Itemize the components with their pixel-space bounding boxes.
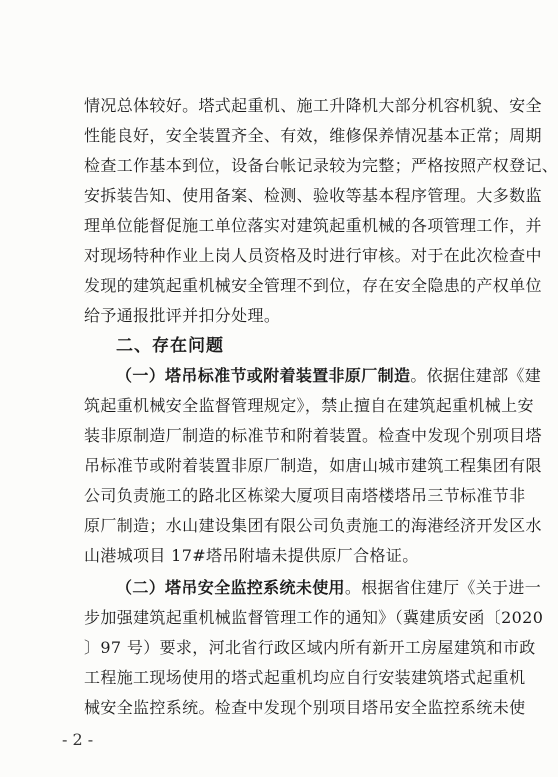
text-line: 检查工作基本到位，设备台帐记录较为完整；严格按照产权登记、: [84, 156, 558, 175]
text-line: 筑起重机械安全监督管理规定》，禁止擅自在建筑起重机械上安: [84, 396, 534, 415]
text-line: 情况总体较好。塔式起重机、施工升降机大部分机容机貌、安全: [84, 96, 542, 115]
text-line: 安拆装告知、使用备案、检测、验收等基本程序管理。大多数监: [84, 186, 542, 205]
item-2-first-line-rest: 。根据省住建厅《关于进一: [344, 578, 542, 597]
text-line: 给予通报批评并扣分处理。: [84, 306, 281, 325]
text-line: 山港城项目 17#塔吊附墙未提供原厂合格证。: [84, 546, 419, 565]
text-line: 公司负责施工的路北区栋梁大厦项目南塔楼塔吊三节标准节非: [84, 486, 526, 505]
text-line: 原厂制造；水山建设集团有限公司负责施工的海港经济开发区水: [84, 516, 542, 535]
item-1-title: （一）塔吊标准节或附着装置非原厂制造: [116, 366, 411, 385]
item-2-first-line: [116, 578, 542, 598]
item-1-first-line: [116, 366, 542, 386]
section-heading: 二、存在问题: [116, 336, 224, 356]
text-line: 理单位能督促施工单位落实对建筑起重机械的各项管理工作，并: [84, 216, 542, 235]
text-line: 工程施工现场使用的塔式起重机均应自行安装建筑塔式起重机: [84, 668, 526, 687]
text-line: 吊标准节或附着装置非原厂制造，如唐山城市建筑工程集团有限: [84, 456, 542, 475]
text-line: 步加强建筑起重机械监督管理工作的通知》（冀建质安函〔2020: [84, 608, 544, 627]
text-line: 械安全监控系统。检查中发现个别项目塔吊安全监控系统未使: [84, 698, 526, 717]
text-line: 发现的建筑起重机械安全管理不到位，存在安全隐患的产权单位: [84, 276, 542, 295]
text-line: 对现场特种作业上岗人员资格及时进行审核。对于在此次检查中: [84, 246, 542, 265]
text-line: 〕97 号）要求，河北省行政区域内所有新开工房屋建筑和市政: [84, 638, 536, 657]
item-1-first-line-rest: 。依据住建部《建: [410, 366, 542, 385]
text-line: 装非原制造厂制造的标准节和附着装置。检查中发现个别项目塔: [84, 426, 542, 445]
page-number: - 2 -: [62, 730, 94, 749]
text-line: 性能良好，安全装置齐全、有效，维修保养情况基本正常；周期: [84, 126, 542, 145]
item-2-title: （二）塔吊安全监控系统未使用: [116, 578, 345, 597]
